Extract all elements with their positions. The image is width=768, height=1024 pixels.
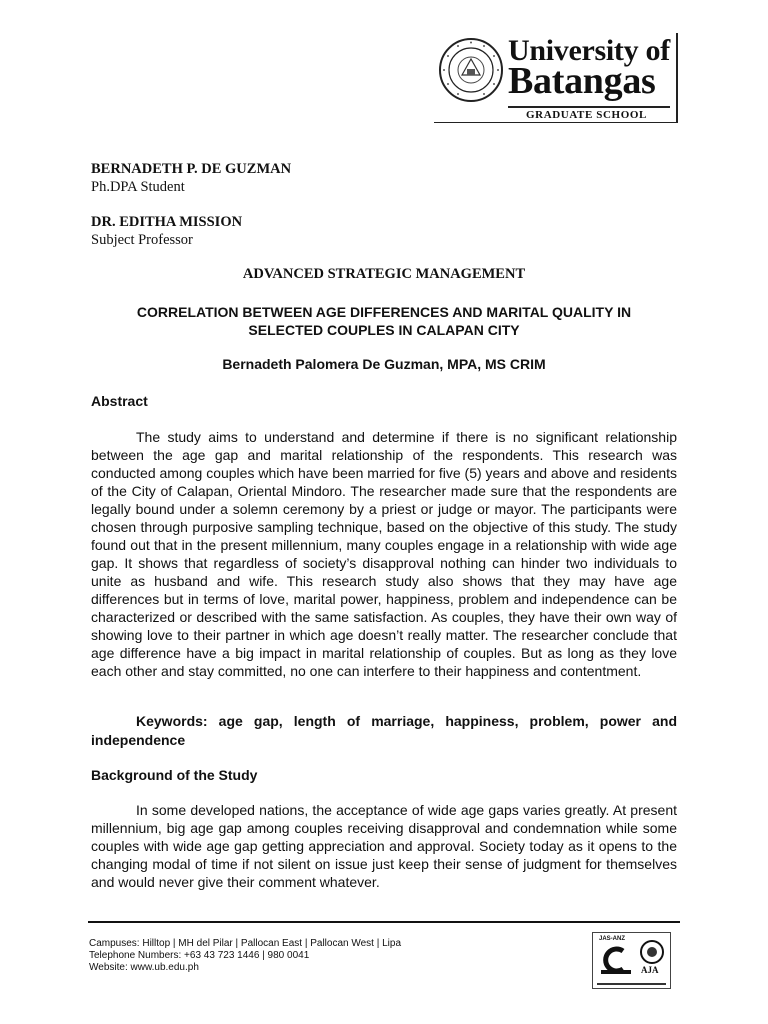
course-title: ADVANCED STRATEGIC MANAGEMENT — [242, 266, 526, 282]
keywords: Keywords: age gap, length of marriage, happiness, problem, power and independence — [91, 713, 677, 748]
footer-telephone: Telephone Numbers: +63 43 723 1446 | 980 0041 — [89, 950, 310, 961]
author-role: Ph.DPA Student — [91, 179, 185, 195]
paper-title — [91, 303, 677, 339]
author-name: DR. EDITHA MISSION — [91, 214, 243, 230]
aja-seal-icon — [639, 939, 665, 965]
graduate-school-label: GRADUATE SCHOOL — [526, 109, 647, 121]
abstract-body — [91, 428, 677, 680]
background-paragraph: In some developed nations, the acceptance of wide age gaps varies greatly. At present millennium, big age gap among couples receiving disapproval and condemnation while some couples with wide age gap getting appreciation and approval. Society today as it opens to the changing modal of time if not silent on issue just keep their sense of judgment for themselves and would never give their comment whatever. — [91, 802, 677, 890]
byline: Bernadeth Palomera De Guzman, MPA, MS CRIM — [222, 356, 546, 372]
cert-footer-line — [597, 983, 666, 985]
cert-label-jas-anz: JAS-ANZ — [599, 936, 626, 942]
logo-border-right — [676, 33, 678, 123]
university-logo — [434, 33, 678, 123]
iso-certification-icon — [599, 945, 633, 975]
paper-title-line2: SELECTED COUPLES IN CALAPAN CITY — [248, 322, 520, 338]
university-seal-icon — [438, 37, 504, 103]
footer-contact — [89, 938, 401, 974]
background-body — [91, 801, 677, 891]
logo-border-bottom — [434, 122, 678, 123]
university-name-line1: University of — [508, 34, 670, 67]
university-name-line2: Batangas — [508, 60, 656, 102]
author-name: BERNADETH P. DE GUZMAN — [91, 161, 292, 177]
cert-label-aja: AJA — [641, 965, 659, 975]
author-block-professor — [91, 213, 242, 249]
footer-campuses: Campuses: Hilltop | MH del Pilar | Pallocan East | Pallocan West | Lipa — [89, 938, 402, 949]
footer-divider — [88, 921, 680, 923]
paper-title-line1: CORRELATION BETWEEN AGE DIFFERENCES AND MARITAL QUALITY IN — [136, 304, 632, 320]
footer-website: Website: www.ub.edu.ph — [89, 962, 199, 973]
certification-badge — [592, 932, 671, 989]
author-block-student — [91, 160, 291, 196]
logo-divider — [508, 106, 670, 108]
background-heading: Background of the Study — [91, 767, 258, 783]
abstract-heading: Abstract — [91, 393, 148, 409]
abstract-paragraph: The study aims to understand and determine if there is no significant relationship between the age gap and marital relationship of the respondents. This research was conducted among couples which have been married for five (5) years and above and residents of the City of Calapan, Oriental Mindoro. The researcher made sure that the respondents are legally bound under a solemn ceremony by a priest or judge or mayor. The participants were chosen through purposive sampling technique, based on the objective of this study. The study found out that in the present millennium, many couples engage in a relationship with wide age gap. It shows that regardless of society’s disapproval nothing can hinder two individuals to unite as husband and wife. This research study also shows that they may have age differences but in terms of love, marital power, happiness, problem and independence can be characterized or described with the same satisfaction. As couples, they have their own way of showing love to their partner in which age doesn’t really matter. The researcher conclude that age difference have a big impact in marital relationship of couples. But as long as they love each other and stay committed, no one can interfere to their happiness and contentment. — [91, 429, 678, 679]
author-role: Subject Professor — [91, 232, 193, 248]
